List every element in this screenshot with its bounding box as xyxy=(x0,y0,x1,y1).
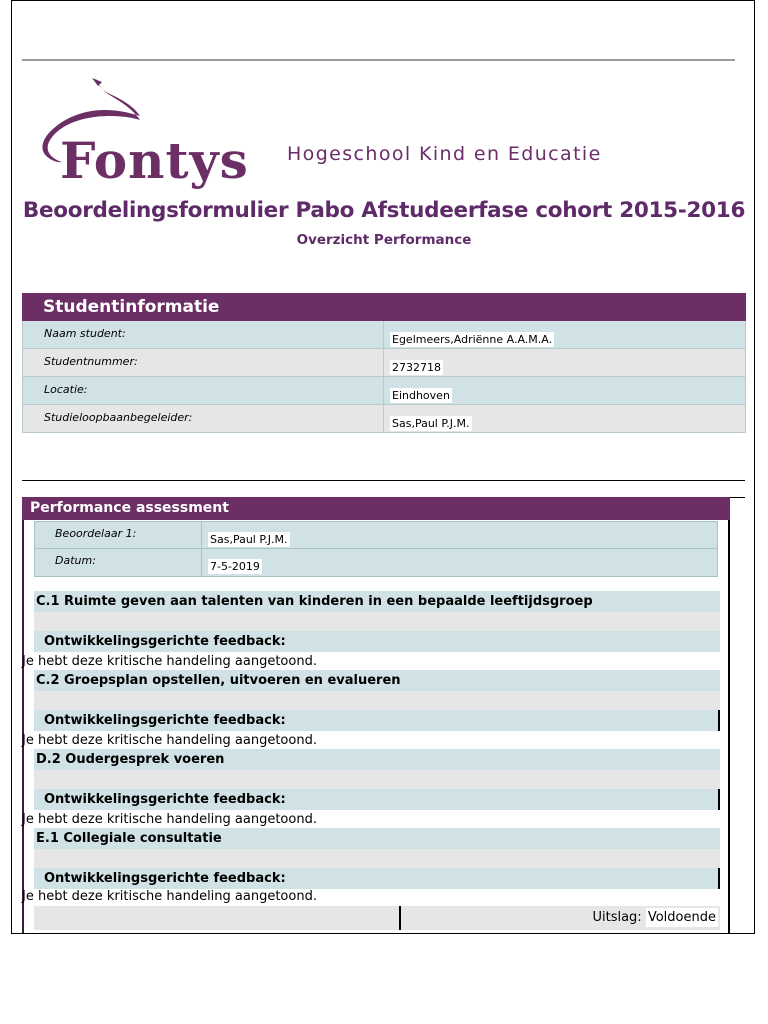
criterion-block xyxy=(22,828,720,904)
criterion-block xyxy=(22,670,720,748)
assessor-row xyxy=(34,521,718,549)
feedback-text: Je hebt deze kritische handeling aangetoond. xyxy=(22,654,317,669)
page-subtitle: Overzicht Performance xyxy=(296,232,472,248)
border-extension xyxy=(728,497,745,498)
assessor-value: Sas,Paul P.J.M. xyxy=(210,533,288,546)
feedback-label: Ontwikkelingsgerichte feedback: xyxy=(34,710,720,731)
criterion-title: C.1 Ruimte geven aan talenten van kinderen in een bepaalde leeftijdsgroep xyxy=(34,591,720,612)
row-label: Studentnummer: xyxy=(23,349,384,376)
row-label: Naam student: xyxy=(23,321,384,348)
logo-wordmark: Fontys xyxy=(60,131,249,190)
date-label: Datum: xyxy=(35,549,202,576)
row-label: Locatie: xyxy=(23,377,384,404)
criterion-block xyxy=(22,749,720,827)
feedback-label: Ontwikkelingsgerichte feedback: xyxy=(34,631,720,652)
student-number-value: 2732718 xyxy=(392,361,441,374)
criterion-title: E.1 Collegiale consultatie xyxy=(34,828,720,849)
result-row xyxy=(34,906,720,930)
student-name-value: Egelmeers,Adriënne A.A.M.A. xyxy=(392,333,553,346)
school-name: Hogeschool Kind en Educatie xyxy=(287,143,602,165)
section-divider xyxy=(22,480,745,481)
result-value: Voldoende xyxy=(647,910,716,925)
assessor-label: Beoordelaar 1: xyxy=(35,522,202,548)
student-row-location xyxy=(22,377,746,405)
result-label: Uitslag: xyxy=(592,910,642,925)
date-value: 7-5-2019 xyxy=(210,560,260,573)
page-title: Beoordelingsformulier Pabo Afstudeerfase cohort 2015-2016 xyxy=(22,198,746,223)
criterion-block xyxy=(22,591,720,669)
feedback-text: Je hebt deze kritische handeling aangetoond. xyxy=(22,812,317,827)
student-row-number xyxy=(22,349,746,377)
date-row xyxy=(34,549,718,577)
header-divider xyxy=(22,59,735,61)
location-value: Eindhoven xyxy=(392,389,450,402)
student-info-heading: Studentinformatie xyxy=(22,293,746,321)
performance-heading: Performance assessment xyxy=(22,497,730,520)
fontys-logo xyxy=(32,68,262,198)
feedback-text: Je hebt deze kritische handeling aangetoond. xyxy=(22,889,317,904)
criterion-title: C.2 Groepsplan opstellen, uitvoeren en evalueren xyxy=(34,670,720,691)
student-row-name xyxy=(22,321,746,349)
performance-section xyxy=(22,497,730,933)
criterion-title: D.2 Oudergesprek voeren xyxy=(34,749,720,770)
feedback-label: Ontwikkelingsgerichte feedback: xyxy=(34,789,720,810)
feedback-text: Je hebt deze kritische handeling aangetoond. xyxy=(22,733,317,748)
student-row-supervisor xyxy=(22,405,746,433)
student-info-section xyxy=(22,293,746,433)
feedback-label: Ontwikkelingsgerichte feedback: xyxy=(34,868,720,889)
row-label: Studieloopbaanbegeleider: xyxy=(23,405,384,432)
supervisor-value: Sas,Paul P.J.M. xyxy=(392,417,470,430)
